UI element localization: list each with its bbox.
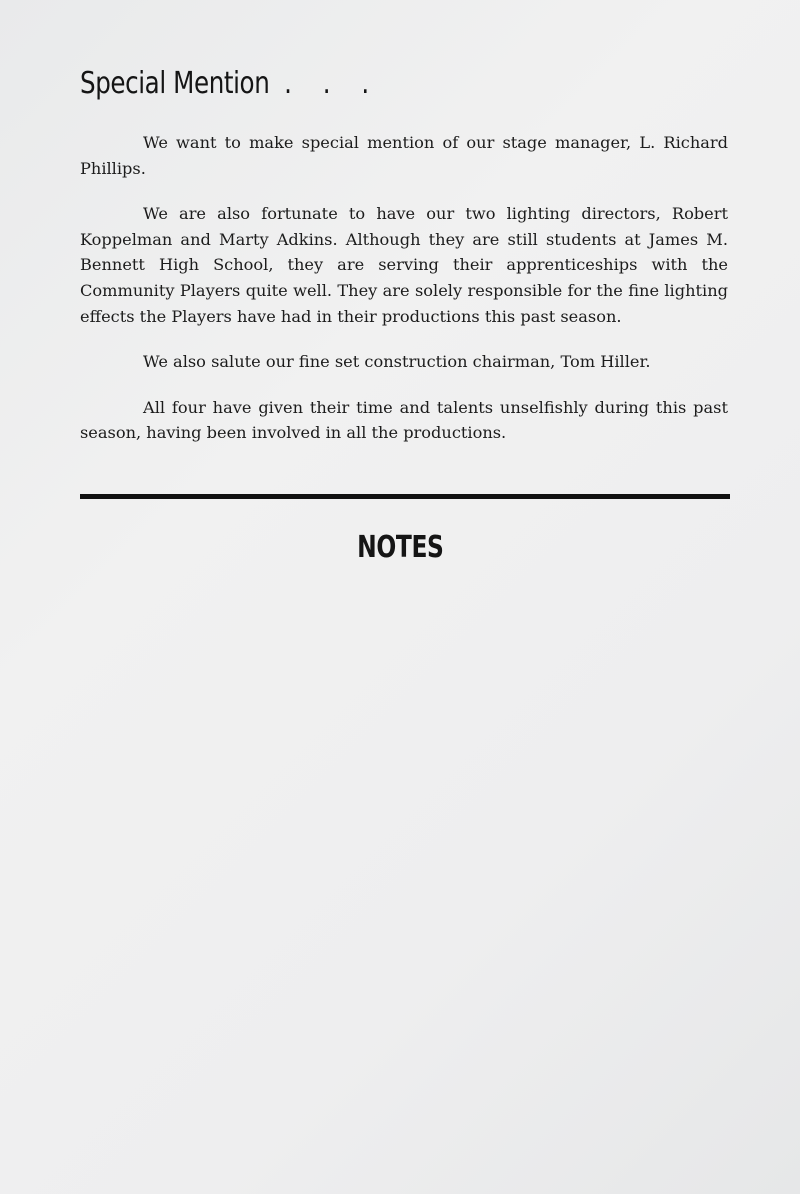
heading-ellipsis: . . . (284, 66, 381, 101)
section-heading (80, 66, 381, 101)
paragraph-all-four: All four have given their time and talents unselfishly during this past season, having been involved in all the productions. (80, 397, 728, 443)
paragraph-set-construction: We also salute our fine set construction chairman, Tom Hiller. (143, 352, 651, 372)
special-mention-body (80, 130, 728, 466)
horizontal-divider (80, 494, 730, 499)
notes-heading (0, 530, 800, 565)
paragraph-stage-manager: We want to make special mention of our stage manager, L. Richard Phillips. (80, 133, 728, 178)
heading-title: Special Mention (80, 66, 270, 101)
paragraph-lighting-directors: We are also fortunate to have our two lighting directors, Robert Koppelman and Marty Adkins. Although they are still students at James M. Bennett High School, they are serving their apprenticeships with the Community Players quite well. They are solely responsible for the fine lighting effects the Players have had in their productions this past season. (80, 204, 728, 326)
notes-title-text: NOTES (356, 530, 444, 565)
